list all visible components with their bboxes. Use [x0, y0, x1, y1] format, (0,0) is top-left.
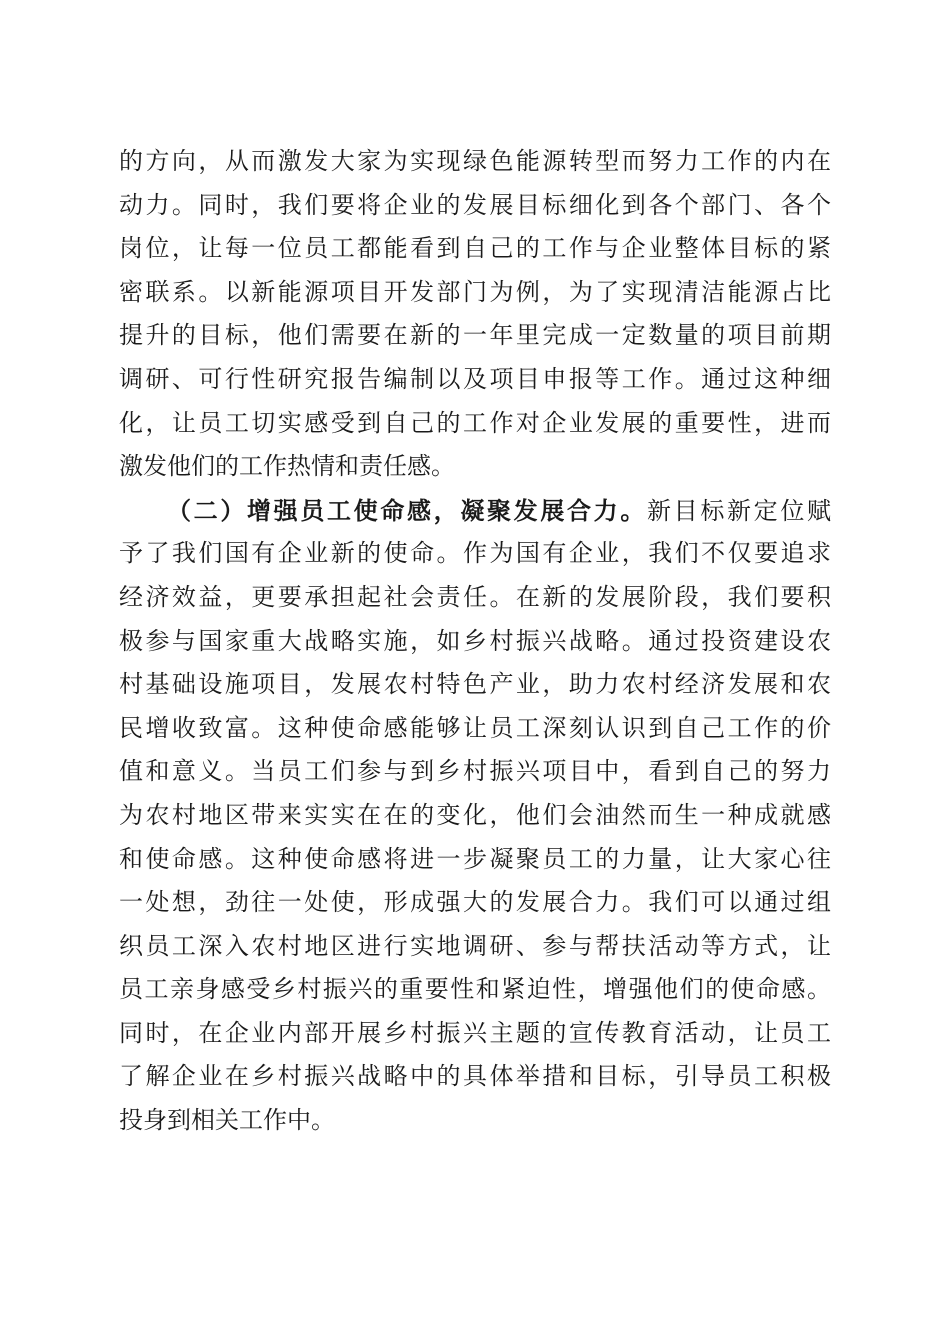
text-line: 激发他们的工作热情和责任感。 — [119, 452, 455, 481]
text-line: 投身到相关工作中。 — [119, 1106, 335, 1135]
heading-line-rest: 新目标新定位赋 — [647, 496, 831, 525]
text-line: 民增收致富。这种使命感能够让员工深刻认识到自己工作的价 — [119, 713, 831, 742]
text-line: 和使命感。这种使命感将进一步凝聚员工的力量，让大家心往 — [119, 844, 831, 873]
text-line: 的方向，从而激发大家为实现绿色能源转型而努力工作的内在 — [119, 147, 831, 175]
paragraph-continuation — [119, 140, 831, 489]
text-line: 织员工深入农村地区进行实地调研、参与帮扶活动等方式，让 — [119, 931, 831, 960]
text-line: 予了我们国有企业新的使命。作为国有企业，我们不仅要追求 — [119, 539, 831, 568]
text-line: 同时，在企业内部开展乡村振兴主题的宣传教育活动，让员工 — [119, 1018, 831, 1047]
paragraph-section-two — [119, 489, 831, 1143]
text-line: 提升的目标，他们需要在新的一年里完成一定数量的项目前期 — [119, 321, 831, 350]
section-heading-line — [119, 489, 831, 533]
text-line: 为农村地区带来实实在在的变化，他们会油然而生一种成就感 — [119, 800, 831, 829]
text-line: 村基础设施项目，发展农村特色产业，助力农村经济发展和农 — [119, 670, 831, 699]
text-line: 密联系。以新能源项目开发部门为例，为了实现清洁能源占比 — [119, 277, 831, 306]
text-line: 化，让员工切实感受到自己的工作对企业发展的重要性，进而 — [119, 408, 831, 437]
text-line: 员工亲身感受乡村振兴的重要性和紧迫性，增强他们的使命感。 — [119, 975, 831, 1004]
text-line: 岗位，让每一位员工都能看到自己的工作与企业整体目标的紧 — [119, 234, 831, 263]
text-line: 极参与国家重大战略实施，如乡村振兴战略。通过投资建设农 — [119, 626, 831, 655]
text-line: 动力。同时，我们要将企业的发展目标细化到各个部门、各个 — [119, 190, 831, 219]
text-line: 一处想，劲往一处使，形成强大的发展合力。我们可以通过组 — [119, 888, 831, 917]
text-line: 经济效益，更要承担起社会责任。在新的发展阶段，我们要积 — [119, 582, 831, 611]
text-line: 调研、可行性研究报告编制以及项目申报等工作。通过这种细 — [119, 364, 831, 393]
document-body — [119, 140, 831, 1143]
text-line: 了解企业在乡村振兴战略中的具体举措和目标，引导员工积极 — [119, 1062, 831, 1091]
text-line: 值和意义。当员工们参与到乡村振兴项目中，看到自己的努力 — [119, 757, 831, 786]
section-heading: （二）增强员工使命感，凝聚发展合力。 — [167, 495, 647, 525]
